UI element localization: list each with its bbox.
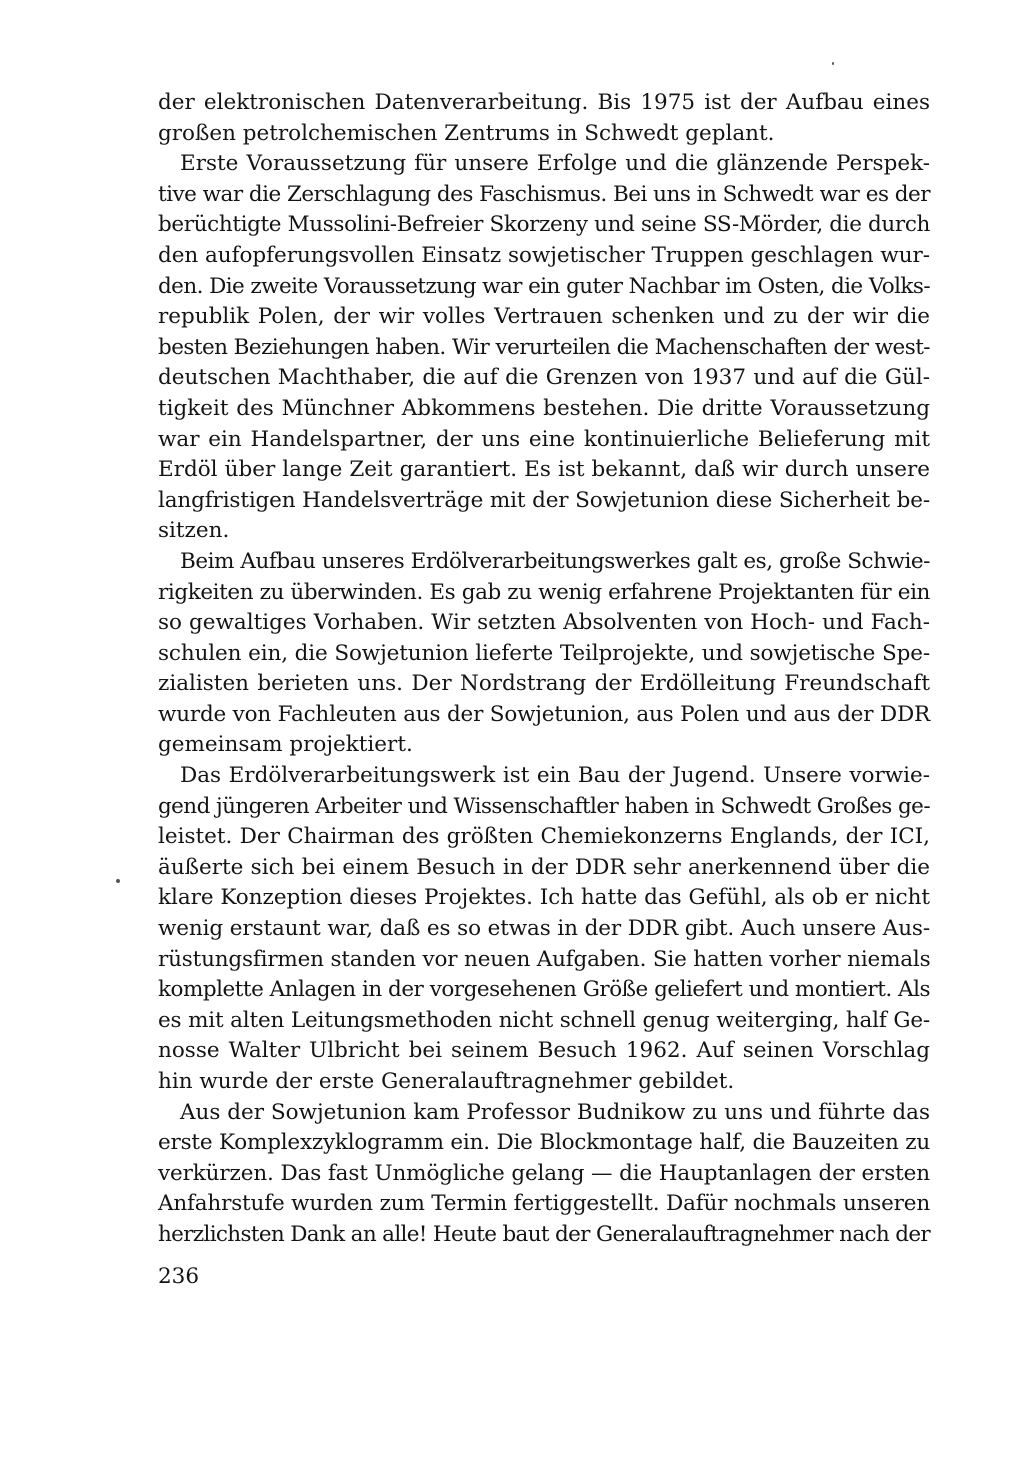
text-line: Das Erdölverarbeitungswerk ist ein Bau der Jugend. Unsere vorwie- [180, 763, 930, 789]
text-line: Anfahrstufe wurden zum Termin fertiggestellt. Dafür nochmals unseren [158, 1191, 930, 1217]
text-line: nosse Walter Ulbricht bei seinem Besuch 1962. Auf seinen Vorschlag [158, 1038, 930, 1064]
text-line: es mit alten Leitungsmethoden nicht schnell genug weiterging, half Ge- [158, 1007, 930, 1033]
text-line: besten Beziehungen haben. Wir verurteilen die Machenschaften der west- [158, 334, 930, 360]
text-line: tigkeit des Münchner Abkommens bestehen. Die dritte Voraussetzung [158, 395, 930, 421]
text-line: großen petrolchemischen Zentrums in Schwedt geplant. [158, 120, 775, 146]
text-line: war ein Handelspartner, der uns eine kontinuierliche Belieferung mit [158, 426, 930, 452]
text-line: Aus der Sowjetunion kam Professor Budnikow zu uns und führte das [180, 1099, 930, 1125]
text-line: sitzen. [158, 518, 230, 544]
text-line: gemeinsam projektiert. [158, 732, 413, 758]
print-speck [832, 62, 834, 65]
text-line: Erdöl über lange Zeit garantiert. Es ist bekannt, daß wir durch unsere [158, 457, 930, 483]
page-number: 236 [158, 1264, 200, 1289]
text-line: den. Die zweite Voraussetzung war ein guter Nachbar im Osten, die Volks- [158, 273, 930, 299]
text-line: schulen ein, die Sowjetunion lieferte Teilprojekte, und sowjetische Spe- [158, 640, 930, 666]
text-line: wenig erstaunt war, daß es so etwas in der DDR gibt. Auch unsere Aus- [158, 916, 930, 942]
text-line: den aufopferungsvollen Einsatz sowjetischer Truppen geschlagen wur- [158, 242, 930, 268]
text-line: Erste Voraussetzung für unsere Erfolge und die glänzende Perspek- [180, 151, 930, 177]
text-line: klare Konzeption dieses Projektes. Ich hatte das Gefühl, als ob er nicht [158, 885, 930, 911]
text-line: tive war die Zerschlagung des Faschismus. Bei uns in Schwedt war es der [158, 181, 930, 207]
text-line: langfristigen Handelsverträge mit der Sowjetunion diese Sicherheit be- [158, 487, 930, 513]
text-line: berüchtigte Mussolini-Befreier Skorzeny und seine SS-Mörder, die durch [158, 212, 930, 238]
text-line: zialisten berieten uns. Der Nordstrang der Erdölleitung Freundschaft [158, 671, 930, 697]
text-line: gend jüngeren Arbeiter und Wissenschaftler haben in Schwedt Großes ge- [158, 793, 930, 819]
text-line: Beim Aufbau unseres Erdölverarbeitungswerkes galt es, große Schwie- [180, 548, 930, 574]
text-line: republik Polen, der wir volles Vertrauen schenken und zu der wir die [158, 304, 930, 330]
text-line: so gewaltiges Vorhaben. Wir setzten Absolventen von Hoch- und Fach- [158, 610, 930, 636]
print-speck [116, 879, 120, 883]
text-line: rüstungsfirmen standen vor neuen Aufgaben. Sie hatten vorher niemals [158, 946, 931, 972]
text-line: leistet. Der Chairman des größten Chemiekonzerns Englands, der ICI, [158, 824, 930, 850]
text-line: herzlichsten Dank an alle! Heute baut der Generalauftragnehmer nach der [158, 1221, 930, 1247]
text-line: wurde von Fachleuten aus der Sowjetunion, aus Polen und aus der DDR [158, 701, 930, 727]
text-line: hin wurde der erste Generalauftragnehmer gebildet. [158, 1069, 735, 1094]
text-line: der elektronischen Datenverarbeitung. Bis 1975 ist der Aufbau eines [158, 90, 930, 115]
text-line: verkürzen. Das fast Unmögliche gelang — die Hauptanlagen der ersten [158, 1160, 930, 1186]
text-line: rigkeiten zu überwinden. Es gab zu wenig erfahrene Projektanten für ein [158, 579, 930, 605]
body-text [158, 88, 930, 1251]
text-line: komplette Anlagen in der vorgesehenen Größe geliefert und montiert. Als [158, 977, 931, 1003]
text-line: deutschen Machthaber, die auf die Grenzen von 1937 und auf die Gül- [158, 365, 930, 391]
text-line: erste Komplexzyklogramm ein. Die Blockmontage half, die Bauzeiten zu [158, 1130, 930, 1156]
text-line: äußerte sich bei einem Besuch in der DDR sehr anerkennend über die [158, 854, 930, 880]
